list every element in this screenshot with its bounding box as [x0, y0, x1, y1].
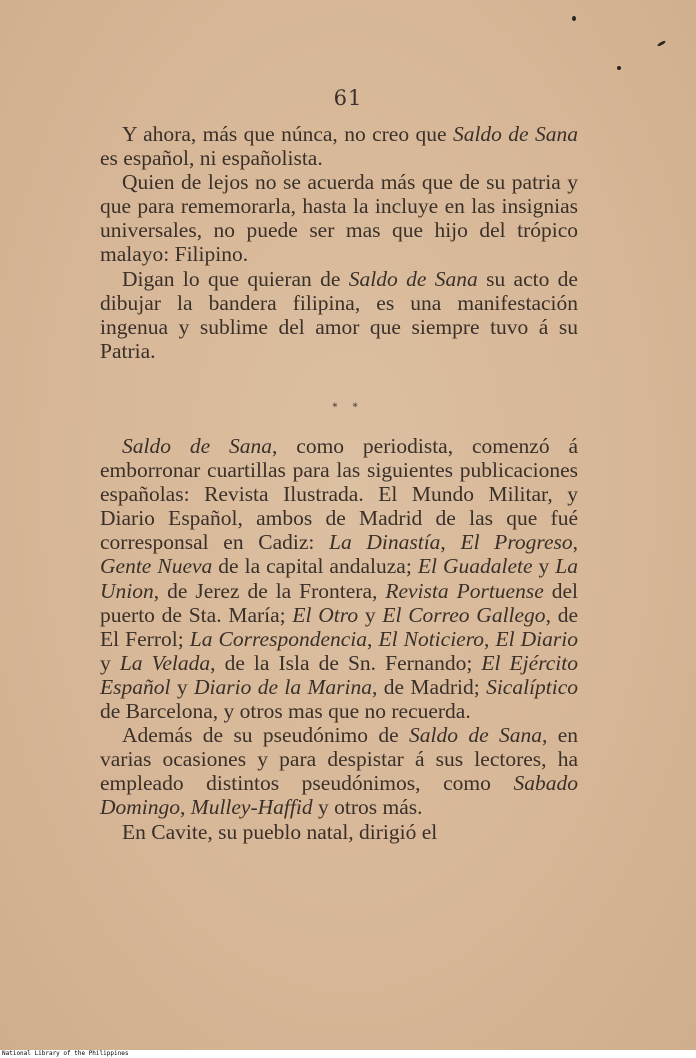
paragraph [100, 267, 578, 363]
text-run: Quien de lejos no se acuerda más que de su patria y que para rememorarla, hasta la incluye en las insignias universales, no puede ser mas que hijo del trópico malayo: Filipino. [100, 170, 578, 267]
italic-title: Saldo de Sana [348, 266, 478, 291]
italic-title: La Dinastía [329, 530, 441, 555]
text-run: , [367, 626, 379, 651]
italic-title: Saldo de Sana [409, 723, 542, 748]
text-run: su acto de dibujar la bandera filipina, es una manifestación ingenua y sublime del amor que siempre tuvo á su Patria. [100, 266, 578, 363]
italic-title: El Otro [292, 602, 359, 627]
italic-title: El Noticiero [378, 626, 485, 651]
text-run: de Barcelona, y otros mas que no recuerda. [100, 699, 471, 724]
italic-title: Revista Portuense [385, 578, 544, 603]
ink-speck [617, 66, 621, 70]
paragraph [100, 434, 578, 723]
ink-speck [657, 40, 666, 47]
text-run: , como periodista, comenzó á emborronar cuartillas para las siguientes publicaciones españolas: Revista Ilustrada. El Mundo Militar, y Diario Español, ambos de Madrid de las que fué corresponsal en Cadiz: [100, 434, 578, 555]
italic-title: El Diario [495, 626, 578, 651]
text-run: En Cavite, su pueblo natal, dirigió el [122, 819, 438, 844]
italic-title: El Ejército Español [100, 650, 579, 699]
page-number: 61 [333, 86, 363, 110]
italic-title: Diario de la Marina [194, 674, 372, 699]
text-run: Digan lo que quieran de [122, 266, 349, 291]
paragraph [100, 170, 578, 266]
text-run: y [358, 602, 383, 627]
text-run: , [440, 530, 461, 555]
italic-title: Saldo de Sana [122, 434, 273, 458]
italic-title: La Union [100, 554, 579, 603]
italic-title: El Progreso [460, 530, 573, 555]
italic-title: La Velada [119, 650, 211, 675]
text-run: , [572, 530, 578, 555]
italic-title: Saldo de Sana [452, 122, 578, 146]
text-run: , de Jerez de la Frontera, [153, 578, 386, 603]
text-run: , de Madrid; [372, 674, 487, 699]
italic-title: El Correo Gallego [382, 602, 546, 627]
text-run: , [484, 626, 496, 651]
text-run: , en varias ocasiones y para despistar á sus lectores, ha empleado distintos pseudónimos, como [100, 723, 578, 796]
text-run: y [100, 650, 120, 675]
text-run: Y ahora, más que núnca, no creo que [122, 122, 453, 146]
italic-title: Gente Nueva [100, 554, 213, 579]
text-run: y [170, 674, 194, 699]
text-run: , de la Isla de Sn. Fernando; [210, 650, 482, 675]
text-block-2 [100, 434, 578, 844]
italic-title: La Correspondencia [189, 626, 368, 651]
paragraph [100, 820, 578, 844]
italic-title: Mulley-Haffid [190, 795, 313, 820]
text-run: , de El Ferrol; [100, 602, 578, 651]
paragraph [100, 723, 578, 819]
text-run: del puerto de Sta. María; [100, 578, 578, 627]
italic-title: Sabado Domingo [100, 771, 578, 820]
text-run: es español, ni españolista. [100, 146, 323, 171]
text-run: y [532, 554, 556, 579]
footer-credit: National Library of the Philippines [2, 1050, 129, 1057]
italic-title: Sicalíptico [486, 674, 579, 699]
text-block-1 [100, 122, 578, 363]
text-run: de la capital andaluza; [212, 554, 418, 579]
text-run: Además de su pseudónimo de [122, 723, 409, 748]
section-separator: * * [332, 402, 364, 413]
paragraph [100, 122, 578, 170]
text-run: y otros más. [312, 795, 423, 820]
footer-bar [0, 1050, 696, 1058]
text-run: , [180, 795, 191, 820]
ink-speck [572, 16, 576, 21]
italic-title: El Guadalete [417, 554, 533, 579]
